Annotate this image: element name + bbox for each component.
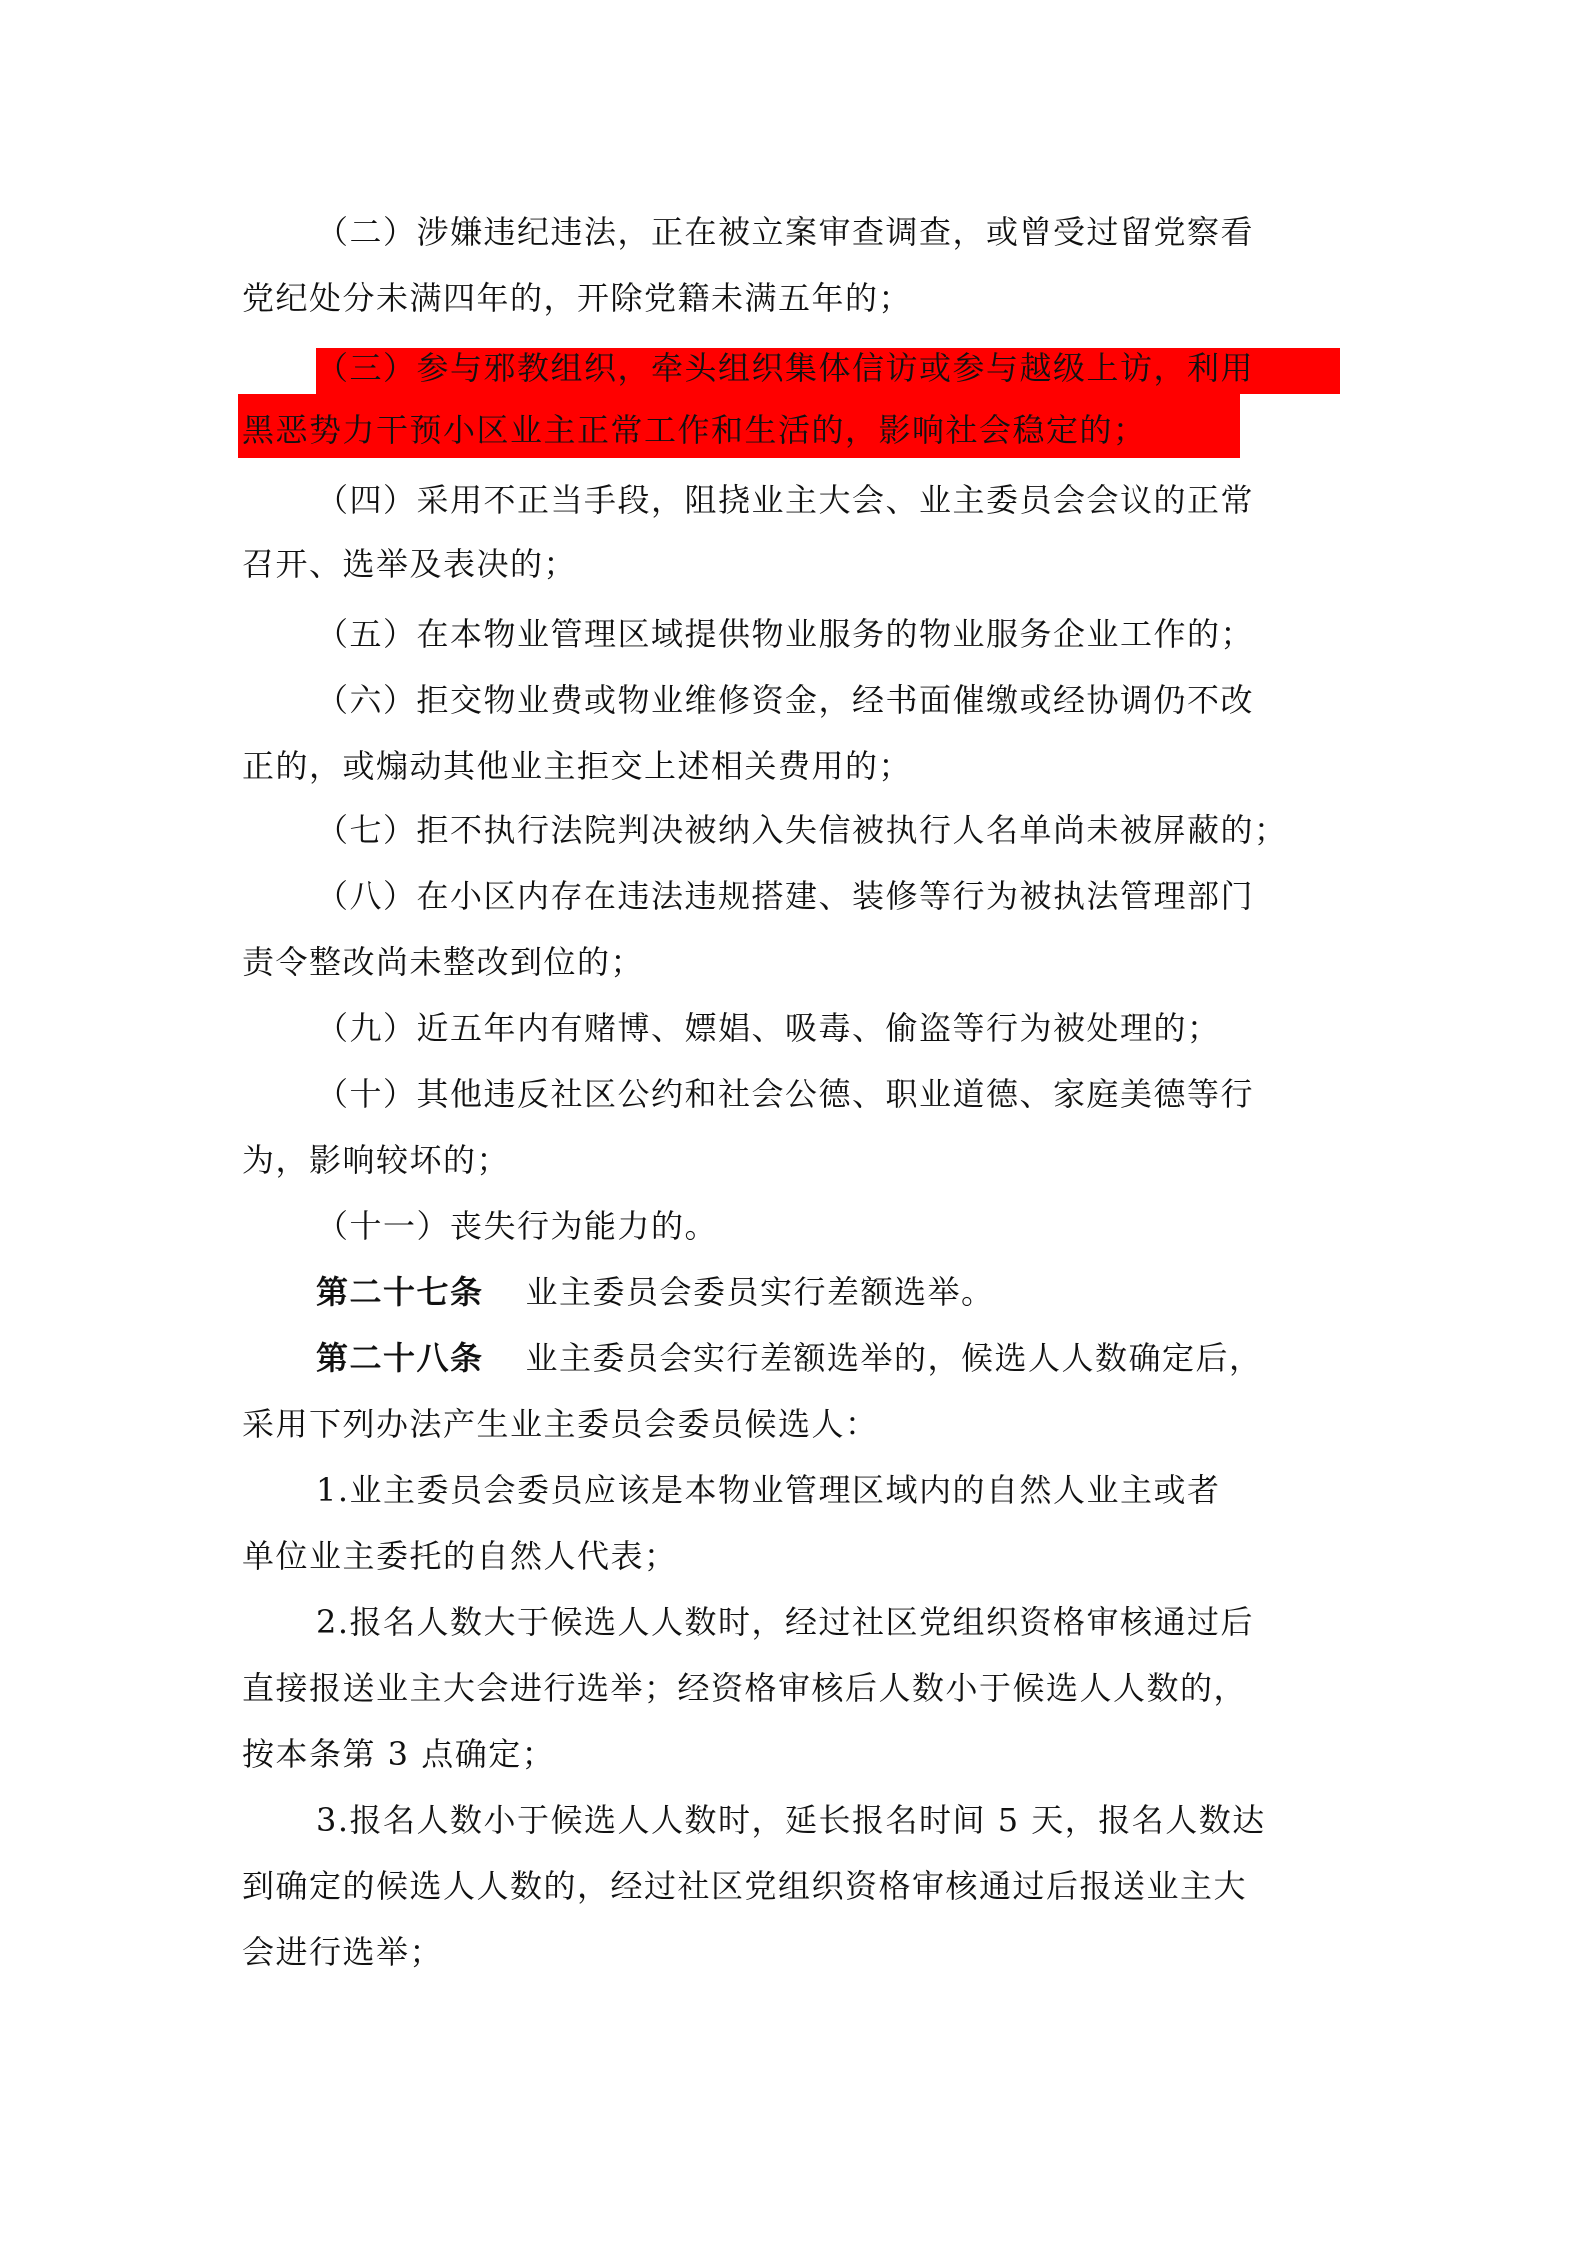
item-8-line-1: （八）在小区内存在违法违规搭建、装修等行为被执法管理部门: [316, 877, 1255, 915]
item-5-line-1: （五）在本物业管理区域提供物业服务的物业服务企业工作的；: [316, 615, 1255, 653]
item-10-line-2: 为，影响较坏的；: [242, 1141, 511, 1179]
item-2-line-1: （二）涉嫌违纪违法，正在被立案审查调查，或曾受过留党察看: [316, 213, 1255, 251]
point-1-line-1: 1.业主委员会委员应该是本物业管理区域内的自然人业主或者: [316, 1471, 1221, 1509]
point-2-line-2: 直接报送业主大会进行选举；经资格审核后人数小于候选人人数的，: [242, 1669, 1248, 1707]
item-8-line-2: 责令整改尚未整改到位的；: [242, 943, 645, 981]
point-1-line-2: 单位业主委托的自然人代表；: [242, 1537, 678, 1575]
article-28-title: 第二十八条: [316, 1339, 484, 1377]
item-10-line-1: （十）其他违反社区公约和社会公德、职业道德、家庭美德等行: [316, 1075, 1255, 1113]
item-4-line-2: 召开、选举及表决的；: [242, 545, 578, 583]
item-6-line-1: （六）拒交物业费或物业维修资金，经书面催缴或经协调仍不改: [316, 681, 1255, 719]
point-3-line-1: 3.报名人数小于候选人人数时，延长报名时间 5 天，报名人数达: [316, 1801, 1266, 1839]
item-3-line-1: （三）参与邪教组织，牵头组织集体信访或参与越级上访，利用: [316, 349, 1255, 387]
article-28-text: 业主委员会实行差额选举的，候选人人数确定后，: [525, 1339, 1263, 1377]
article-27-text: 业主委员会委员实行差额选举。: [525, 1273, 995, 1311]
article-28-line-2: 采用下列办法产生业主委员会委员候选人：: [242, 1405, 879, 1443]
item-3-line-2: 黑恶势力干预小区业主正常工作和生活的，影响社会稳定的；: [242, 411, 1147, 449]
point-2-line-3: 按本条第 3 点确定；: [242, 1735, 556, 1773]
article-28: [316, 1330, 1263, 1386]
item-9-line-1: （九）近五年内有赌博、嫖娼、吸毒、偷盗等行为被处理的；: [316, 1009, 1221, 1047]
item-4-line-1: （四）采用不正当手段，阻挠业主大会、业主委员会会议的正常: [316, 481, 1255, 519]
point-2-line-1: 2.报名人数大于候选人人数时，经过社区党组织资格审核通过后: [316, 1603, 1255, 1641]
point-3-line-2: 到确定的候选人人数的，经过社区党组织资格审核通过后报送业主大: [242, 1867, 1248, 1905]
article-27: [316, 1264, 995, 1320]
item-7-line-1: （七）拒不执行法院判决被纳入失信被执行人名单尚未被屏蔽的；: [316, 811, 1288, 849]
article-27-title: 第二十七条: [316, 1273, 484, 1311]
item-11-line-1: （十一）丧失行为能力的。: [316, 1207, 719, 1245]
item-2-line-2: 党纪处分未满四年的，开除党籍未满五年的；: [242, 279, 913, 317]
point-3-line-3: 会进行选举；: [242, 1933, 444, 1971]
item-6-line-2: 正的，或煽动其他业主拒交上述相关费用的；: [242, 747, 913, 785]
